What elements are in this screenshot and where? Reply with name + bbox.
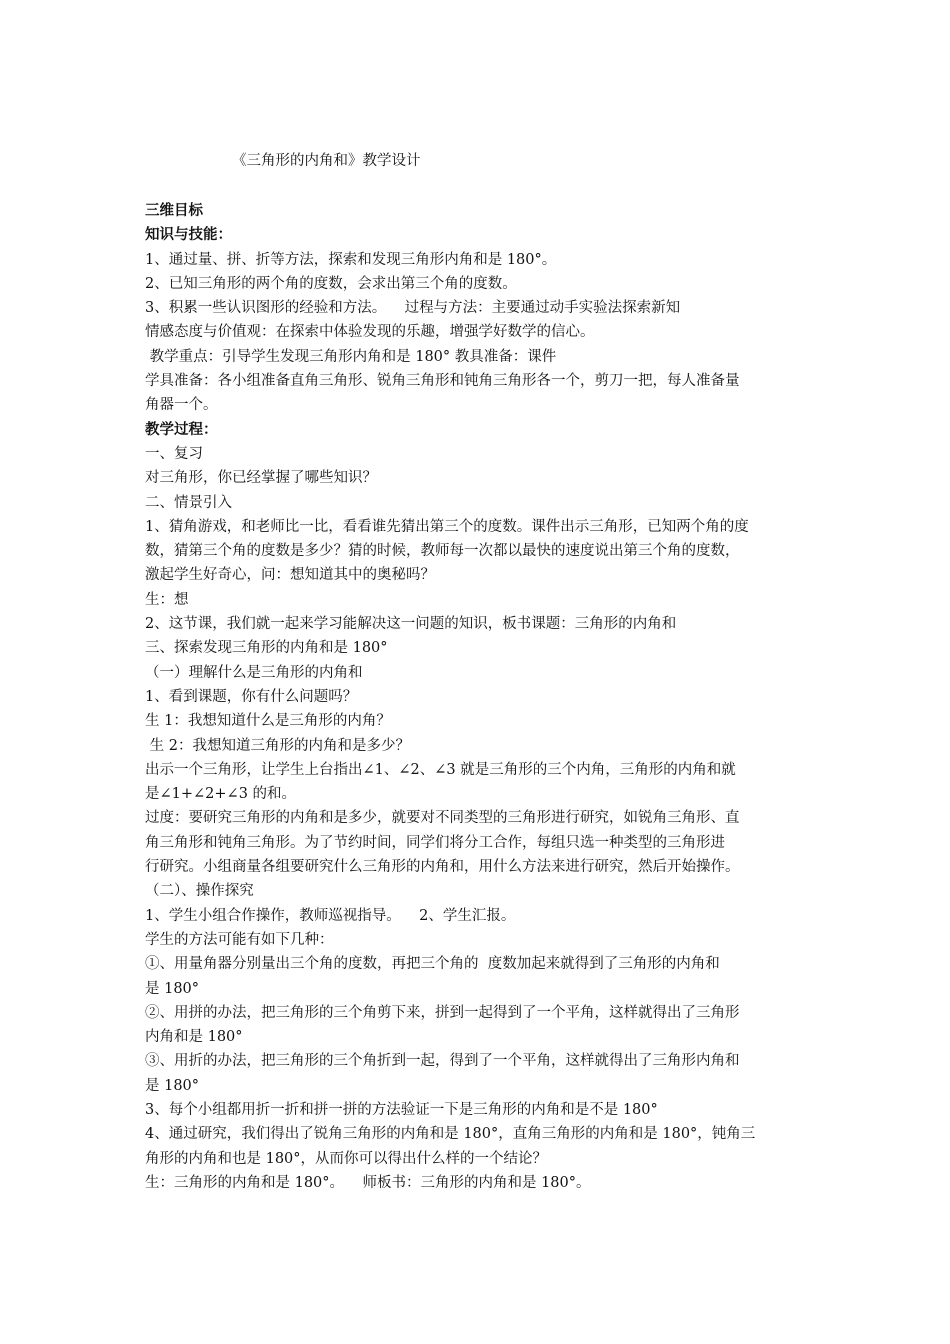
section-heading-explore: 三、探索发现三角形的内角和是 180° bbox=[145, 640, 388, 657]
heading-knowledge-skills: 知识与技能： bbox=[145, 226, 232, 244]
paragraph-line: 对三角形，你已经掌握了哪些知识？ bbox=[145, 470, 377, 487]
subsection-heading-operation: （二）、操作探究 bbox=[145, 883, 254, 900]
paragraph-line: 3、积累一些认识图形的经验和方法。 过程与方法：主要通过动手实验法探索新知 bbox=[145, 300, 681, 317]
paragraph-line: 4、通过研究，我们得出了锐角三角形的内角和是 180°，直角三角形的内角和是 180°，钝角三 bbox=[145, 1126, 756, 1143]
paragraph-line: 行研究。小组商量各组要研究什么三角形的内角和，用什么方法来进行研究，然后开始操作。 bbox=[145, 859, 740, 876]
paragraph-line: 2、已知三角形的两个角的度数，会求出第三个角的度数。 bbox=[145, 275, 517, 292]
paragraph-line: 激起学生好奇心，问：想知道其中的奥秘吗？ bbox=[145, 567, 435, 584]
paragraph-line: 角三角形和钝角三角形。为了节约时间，同学们将分工合作，每组只选一种类型的三角形进 bbox=[145, 834, 725, 851]
paragraph-line: ②、用拼的办法，把三角形的三个角剪下来，拼到一起得到了一个平角，这样就得出了三角形 bbox=[145, 1004, 740, 1021]
paragraph-line: 1、通过量、拼、折等方法，探索和发现三角形内角和是 180°。 bbox=[145, 251, 557, 268]
paragraph-line: ①、用量角器分别量出三个角的度数，再把三个角的 度数加起来就得到了三角形的内角和 bbox=[145, 956, 720, 973]
paragraph-line: 出示一个三角形，让学生上台指出∠1、∠2、∠3 就是三角形的三个内角，三角形的内角和就 bbox=[145, 761, 736, 778]
paragraph-line: 生：想 bbox=[145, 591, 189, 608]
paragraph-line: 1、猜角游戏，和老师比一比，看看谁先猜出第三个的度数。课件出示三角形，已知两个角的度 bbox=[145, 518, 749, 535]
paragraph-line: 是∠1+∠2+∠3 的和。 bbox=[145, 786, 297, 803]
paragraph-line: 情感态度与价值观：在探索中体验发现的乐趣，增强学好数学的信心。 bbox=[145, 324, 595, 341]
paragraph-line: 学生的方法可能有如下几种： bbox=[145, 931, 334, 948]
paragraph-line: 教学重点：引导学生发现三角形内角和是 180° 教具准备：课件 bbox=[145, 348, 557, 365]
paragraph-line: 生 1：我想知道什么是三角形的内角？ bbox=[145, 713, 391, 730]
paragraph-line: 1、看到课题，你有什么问题吗？ bbox=[145, 688, 358, 705]
paragraph-line: 角器一个。 bbox=[145, 397, 218, 414]
paragraph-line: 数，猜第三个角的度数是多少？猜的时候，教师每一次都以最快的速度说出第三个角的度数， bbox=[145, 543, 740, 560]
paragraph-line: 内角和是 180° bbox=[145, 1029, 243, 1046]
paragraph-line: 学具准备：各小组准备直角三角形、锐角三角形和钝角三角形各一个，剪刀一把，每人准备量 bbox=[145, 373, 740, 390]
paragraph-line: 过度：要研究三角形的内角和是多少，就要对不同类型的三角形进行研究，如锐角三角形、直 bbox=[145, 810, 740, 827]
section-heading-scenario: 二、情景引入 bbox=[145, 494, 232, 511]
paragraph-line: 是 180° bbox=[145, 1077, 200, 1094]
subsection-heading-understand: （一）理解什么是三角形的内角和 bbox=[145, 664, 363, 681]
paragraph-line: 3、每个小组都用折一折和拼一拼的方法验证一下是三角形的内角和是不是 180° bbox=[145, 1101, 658, 1118]
paragraph-line: 生 2：我想知道三角形的内角和是多少？ bbox=[145, 737, 410, 754]
paragraph-line: 角形的内角和也是 180°，从而你可以得出什么样的一个结论？ bbox=[145, 1150, 548, 1167]
paragraph-line: 是 180° bbox=[145, 980, 200, 997]
heading-three-dimensional-goals: 三维目标 bbox=[145, 202, 203, 219]
document-body bbox=[145, 199, 815, 1195]
heading-teaching-process: 教学过程： bbox=[145, 420, 218, 438]
paragraph-line: 2、这节课，我们就一起来学习能解决这一问题的知识，板书课题：三角形的内角和 bbox=[145, 616, 677, 633]
paragraph-line: ③、用折的办法，把三角形的三个角折到一起，得到了一个平角，这样就得出了三角形内角和 bbox=[145, 1053, 740, 1070]
section-heading-review: 一、复习 bbox=[145, 445, 203, 462]
paragraph-line: 生：三角形的内角和是 180°。 师板书：三角形的内角和是 180°。 bbox=[145, 1174, 591, 1191]
document-title: 《三角形的内角和》教学设计 bbox=[232, 153, 421, 169]
paragraph-line: 1、学生小组合作操作，教师巡视指导。 2、学生汇报。 bbox=[145, 907, 516, 924]
